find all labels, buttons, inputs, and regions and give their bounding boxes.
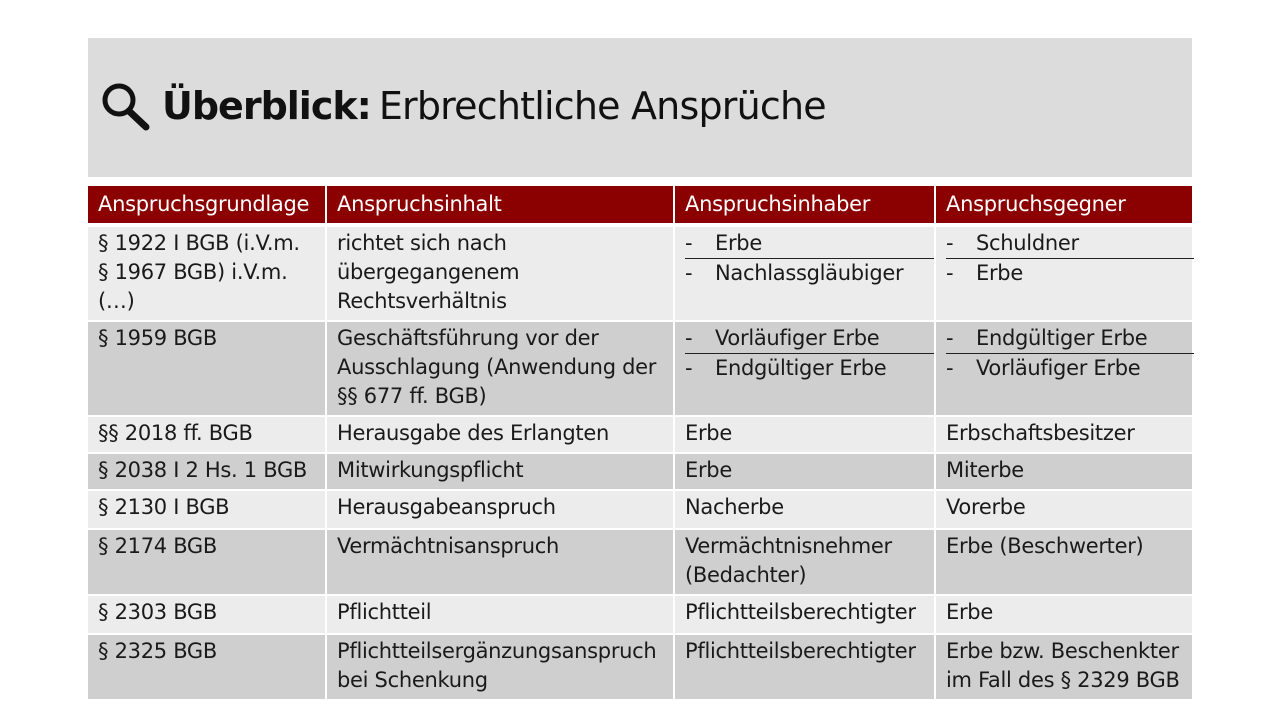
cell-line: (Bedachter) xyxy=(685,563,807,587)
cell-line: Ausschlagung (Anwendung der xyxy=(337,355,657,379)
table-row xyxy=(88,634,1192,700)
item-text: Vorläufiger Erbe xyxy=(715,326,880,350)
title-band xyxy=(88,38,1192,177)
cell-holder xyxy=(674,225,935,321)
cell-line: Erbe bzw. Beschenkter xyxy=(946,639,1179,663)
item-text: Vorläufiger Erbe xyxy=(976,356,1141,380)
table-header-row xyxy=(88,186,1192,225)
cell-content: Herausgabeanspruch xyxy=(326,490,674,529)
cell-line: § 1967 BGB) i.V.m. xyxy=(98,260,288,284)
bullet-item xyxy=(685,229,936,259)
cell-opponent: Vorerbe xyxy=(935,490,1192,529)
cell-line: § 1922 I BGB (i.V.m. xyxy=(98,231,300,255)
cell-basis: § 2038 I 2 Hs. 1 BGB xyxy=(88,453,326,490)
cell-content: Mitwirkungspflicht xyxy=(326,453,674,490)
dash: - xyxy=(685,326,693,350)
bullet-item xyxy=(685,354,924,383)
dash: - xyxy=(946,356,954,380)
cell-line: § 1959 BGB xyxy=(98,326,218,350)
table-row xyxy=(88,490,1192,529)
header-holder: Anspruchsinhaber xyxy=(674,186,935,225)
cell-content: Vermächtnisanspruch xyxy=(326,529,674,595)
cell-holder: Pflichtteilsberechtigter xyxy=(674,595,935,634)
claims-table xyxy=(88,186,1192,701)
cell-content xyxy=(326,634,674,700)
bullet-item xyxy=(685,324,936,354)
item-text: Erbe xyxy=(715,231,762,255)
cell-opponent: Miterbe xyxy=(935,453,1192,490)
cell-opponent: Erbe (Beschwerter) xyxy=(935,529,1192,595)
cell-content: Herausgabe des Erlangten xyxy=(326,416,674,453)
dash: - xyxy=(685,356,693,380)
bullet-item xyxy=(946,354,1182,383)
cell-holder: Erbe xyxy=(674,453,935,490)
item-text: Endgültiger Erbe xyxy=(976,326,1148,350)
bullet-item xyxy=(946,324,1194,354)
table-row xyxy=(88,595,1192,634)
cell-content xyxy=(326,225,674,321)
dash: - xyxy=(946,326,954,350)
cell-holder: Erbe xyxy=(674,416,935,453)
table-row xyxy=(88,225,1192,321)
cell-opponent xyxy=(935,321,1192,416)
table-row xyxy=(88,321,1192,416)
cell-holder xyxy=(674,529,935,595)
title-bold: Überblick: xyxy=(162,84,371,128)
cell-opponent: Erbe xyxy=(935,595,1192,634)
bullet-item xyxy=(946,229,1194,259)
table-row xyxy=(88,529,1192,595)
cell-line: (…) xyxy=(98,289,135,313)
cell-holder xyxy=(674,321,935,416)
cell-line: Geschäftsführung vor der xyxy=(337,326,599,350)
title-normal: Erbrechtliche Ansprüche xyxy=(378,84,826,128)
cell-line: Rechtsverhältnis xyxy=(337,289,507,313)
cell-line: §§ 677 ff. BGB) xyxy=(337,384,487,408)
magnifier-icon xyxy=(98,80,154,132)
header-content: Anspruchsinhalt xyxy=(326,186,674,225)
header-basis: Anspruchsgrundlage xyxy=(88,186,326,225)
cell-basis xyxy=(88,321,326,416)
dash: - xyxy=(946,261,954,285)
item-text: Nachlassgläubiger xyxy=(715,261,904,285)
cell-opponent: Erbschaftsbesitzer xyxy=(935,416,1192,453)
cell-basis: §§ 2018 ff. BGB xyxy=(88,416,326,453)
dash: - xyxy=(685,261,693,285)
cell-line: übergegangenem xyxy=(337,260,520,284)
cell-content xyxy=(326,321,674,416)
cell-basis: § 2174 BGB xyxy=(88,529,326,595)
cell-line: Pflichtteilsergänzungsanspruch xyxy=(337,639,657,663)
cell-line: richtet sich nach xyxy=(337,231,507,255)
cell-content: Pflichtteil xyxy=(326,595,674,634)
dash: - xyxy=(685,231,693,255)
table-row xyxy=(88,453,1192,490)
item-text: Erbe xyxy=(976,261,1023,285)
cell-line: im Fall des § 2329 BGB xyxy=(946,668,1180,692)
dash: - xyxy=(946,231,954,255)
bullet-item xyxy=(946,259,1182,288)
slide-title xyxy=(98,80,826,132)
header-opponent: Anspruchsgegner xyxy=(935,186,1192,225)
cell-basis xyxy=(88,225,326,321)
cell-line: bei Schenkung xyxy=(337,668,488,692)
cell-basis: § 2303 BGB xyxy=(88,595,326,634)
cell-basis: § 2325 BGB xyxy=(88,634,326,700)
bullet-item xyxy=(685,259,924,288)
cell-holder: Nacherbe xyxy=(674,490,935,529)
cell-line: Vermächtnisnehmer xyxy=(685,534,892,558)
cell-basis: § 2130 I BGB xyxy=(88,490,326,529)
item-text: Schuldner xyxy=(976,231,1079,255)
cell-holder: Pflichtteilsberechtigter xyxy=(674,634,935,700)
item-text: Endgültiger Erbe xyxy=(715,356,887,380)
cell-opponent xyxy=(935,225,1192,321)
cell-opponent xyxy=(935,634,1192,700)
table-row xyxy=(88,416,1192,453)
